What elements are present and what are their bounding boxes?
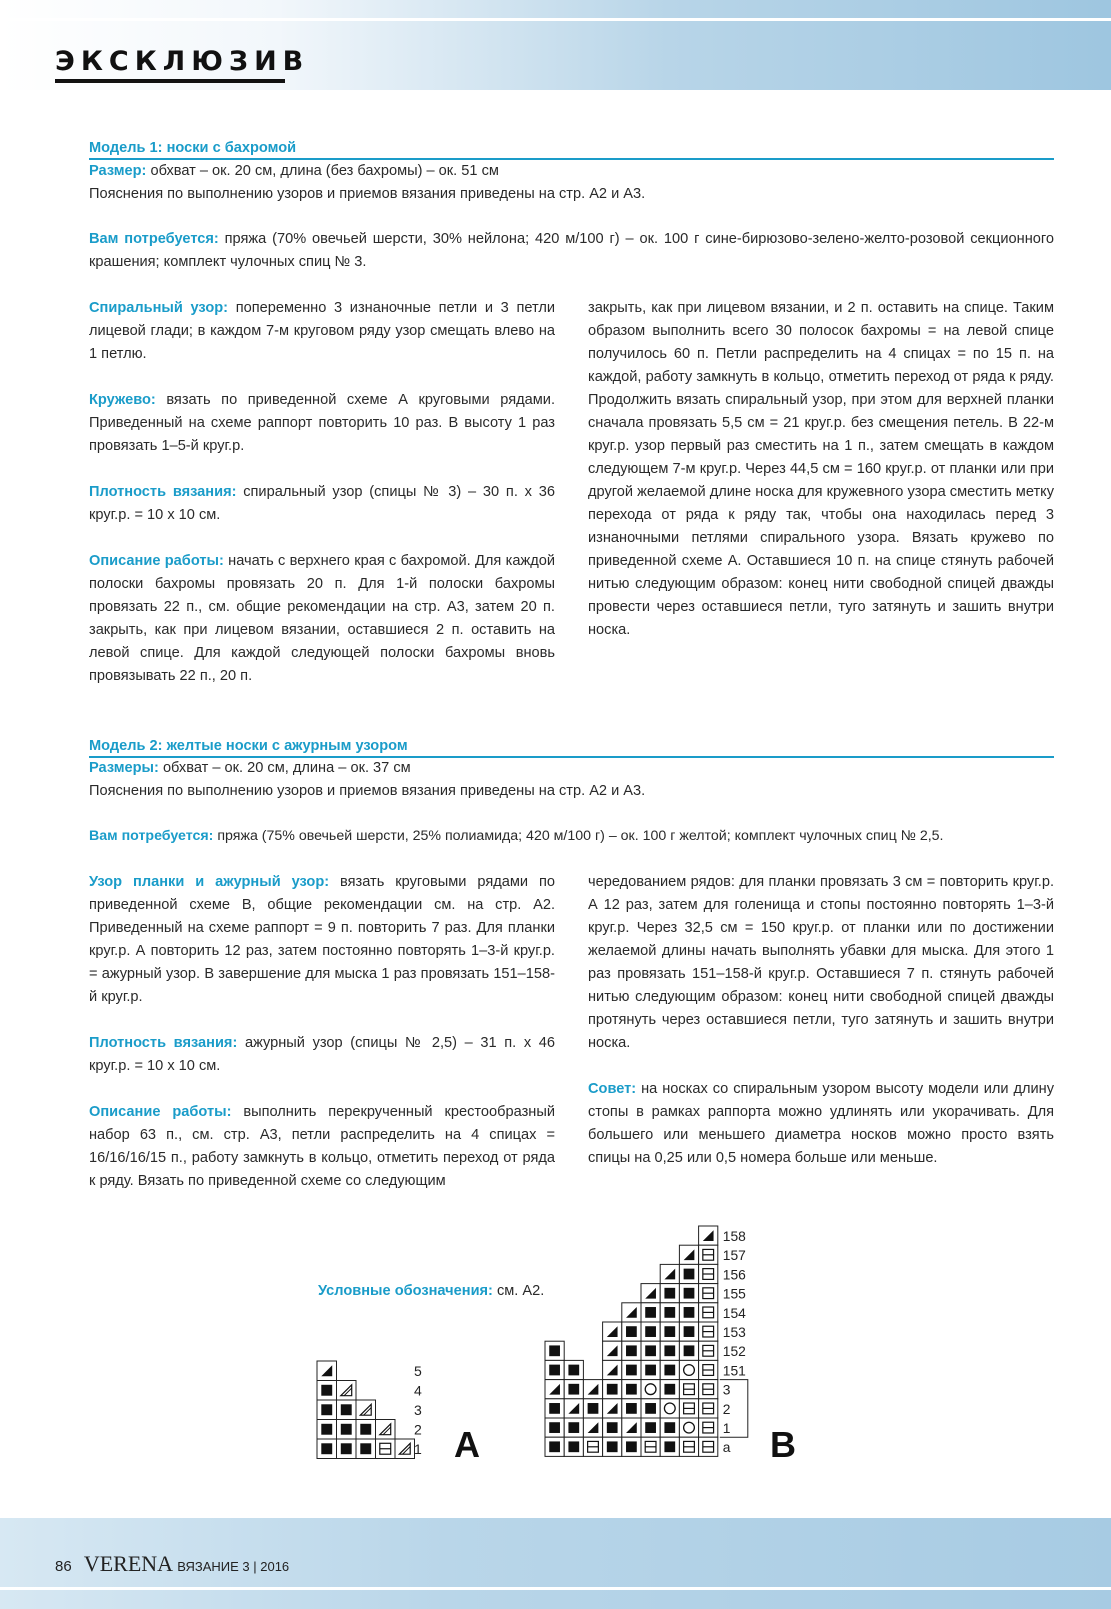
- chart-cell-b: [660, 1284, 679, 1303]
- chart-cell-b: [603, 1380, 622, 1399]
- chart-cell-b: [679, 1341, 698, 1360]
- chart-cell-o: [660, 1399, 679, 1418]
- model1-need-label: Вам потребуется:: [89, 231, 219, 247]
- chart-cell-b: [583, 1399, 602, 1418]
- chart-row-label: 153: [722, 1323, 746, 1340]
- chart-cell-o: [641, 1380, 660, 1399]
- chart-cell-b: [641, 1399, 660, 1418]
- model1-notes: Пояснения по выполнению узоров и приемов вязания приведены на стр. А2 и А3.: [89, 186, 646, 202]
- para-label: Кружево:: [89, 392, 156, 408]
- model1-title: Модель 1: носки с бахромой: [89, 139, 1054, 160]
- chart-cell-b: [564, 1380, 583, 1399]
- chart-cell-kL: [603, 1360, 622, 1379]
- chart-cell-p: [699, 1264, 718, 1283]
- chart-row-label: 152: [722, 1343, 746, 1360]
- chart-cell-kL: [660, 1264, 679, 1283]
- chart-row-label: 3: [722, 1381, 731, 1398]
- chart-legend: [318, 1283, 544, 1299]
- model2-para-pattern: [89, 871, 555, 1009]
- para-text: вязать по приведенной схеме А круговыми рядами. Приведенный на схеме раппорт повторить 10 раз. В высоту 1 раз провязать 1–5-й круг.р.: [89, 392, 555, 454]
- chart-cell-kL: [583, 1418, 602, 1437]
- chart-cell-b: [317, 1439, 337, 1459]
- chart-cell-p: [641, 1437, 660, 1456]
- footer-rule: [0, 1587, 1111, 1590]
- model2-para-description: [89, 1101, 555, 1193]
- chart-cell-b: [545, 1399, 564, 1418]
- chart-cell-b: [603, 1437, 622, 1456]
- chart-cell-kL: [564, 1399, 583, 1418]
- tip-label: Совет:: [588, 1081, 637, 1097]
- chart-row-label: 5: [414, 1363, 422, 1380]
- chart-row-label: 157: [722, 1247, 746, 1264]
- model1-size-text: обхват – ок. 20 см, длина (без бахромы) – ок. 51 см: [146, 163, 499, 179]
- model1-para-description: [89, 550, 555, 688]
- model1-materials: [89, 228, 1054, 274]
- chart-cell-kL: [603, 1341, 622, 1360]
- chart-cell-b: [317, 1381, 337, 1401]
- chart-cell-b: [317, 1420, 337, 1440]
- para-label: Описание работы:: [89, 553, 224, 569]
- model1-left-column: [89, 297, 555, 688]
- model2-size: [89, 757, 1054, 780]
- para-label: Спиральный узор:: [89, 300, 229, 316]
- chart-cell-kR: [337, 1381, 357, 1401]
- chart-cell-b: [622, 1341, 641, 1360]
- chart-cell-b: [660, 1418, 679, 1437]
- chart-cell-kR: [395, 1439, 415, 1459]
- page-number: 86: [55, 1558, 72, 1575]
- chart-cell-b: [660, 1341, 679, 1360]
- model1-need-text: пряжа (70% овечьей шерсти, 30% нейлона; 420 м/100 г) – ок. 100 г сине-бирюзово-зелено-желто-розовой секционного крашения; комплект чулочных спиц № 3.: [89, 231, 1054, 270]
- model2-need-label: Вам потребуется:: [89, 828, 214, 844]
- para-label: Описание работы:: [89, 1104, 232, 1120]
- chart-cell-b: [622, 1399, 641, 1418]
- chart-cell-p: [583, 1437, 602, 1456]
- model2-notes: Пояснения по выполнению узоров и приемов вязания приведены на стр. А2 и А3.: [89, 783, 646, 799]
- chart-cell-kL: [699, 1226, 718, 1245]
- model1-right-column: [588, 297, 1054, 642]
- chart-row-label: 3: [414, 1402, 422, 1419]
- para-label: Плотность вязания:: [89, 1035, 238, 1051]
- chart-cell-kR: [356, 1400, 376, 1420]
- model2-size-text: обхват – ок. 20 см, длина – ок. 37 см: [158, 760, 411, 776]
- chart-cell-b: [317, 1400, 337, 1420]
- model1-size: [89, 160, 1054, 183]
- model1-para-spiral: [89, 297, 555, 366]
- chart-cell-p: [699, 1418, 718, 1437]
- para-text: попеременно 3 изнаночные петли и 3 петли лицевой глади; в каждом 7-м круговом ряду узор смещать влево на 1 петлю.: [89, 300, 556, 362]
- chart-cell-b: [564, 1360, 583, 1379]
- chart-cell-b: [622, 1360, 641, 1379]
- section-title-underline: [55, 79, 285, 83]
- model2-size-label: Размеры:: [89, 760, 159, 776]
- chart-row-label: 155: [722, 1285, 746, 1302]
- model2-left-column: [89, 871, 555, 1193]
- chart-cell-b: [545, 1360, 564, 1379]
- chart-cell-b: [564, 1437, 583, 1456]
- chart-row-label: 151: [722, 1362, 746, 1379]
- chart-cell-p: [699, 1303, 718, 1322]
- chart-b-letter: B: [770, 1424, 796, 1465]
- chart-cell-b: [356, 1439, 376, 1459]
- chart-row-label: 158: [722, 1227, 746, 1244]
- chart-cell-b: [679, 1322, 698, 1341]
- chart-cell-b: [545, 1437, 564, 1456]
- chart-cell-p: [699, 1284, 718, 1303]
- chart-cell-b: [660, 1380, 679, 1399]
- model1-size-label: Размер:: [89, 163, 147, 179]
- model2-right-column: [588, 871, 1054, 1170]
- chart-row-label: 154: [722, 1304, 746, 1321]
- chart-cell-p: [699, 1245, 718, 1264]
- chart-row-label: 1: [414, 1441, 422, 1458]
- chart-cell-p: [699, 1399, 718, 1418]
- chart-cell-b: [622, 1437, 641, 1456]
- model1-para-lace: [89, 389, 555, 458]
- chart-cell-p: [699, 1437, 718, 1456]
- para-text: спиральный узор (спицы № 3) – 30 п. х 36 круг.р. = 10 х 10 см.: [89, 484, 555, 523]
- para-text: ажурный узор (спицы № 2,5) – 31 п. х 46 круг.р. = 10 х 10 см.: [89, 1035, 555, 1074]
- chart-cell-o: [679, 1418, 698, 1437]
- chart-a-letter: A: [454, 1424, 480, 1465]
- chart-cell-kL: [583, 1380, 602, 1399]
- footer: [55, 1551, 289, 1577]
- chart-cell-b: [679, 1264, 698, 1283]
- legend-label: Условные обозначения:: [318, 1283, 493, 1299]
- chart-row-label: 2: [414, 1421, 422, 1438]
- para-text: вязать круговыми рядами по приведенной схеме В, общие рекомендации см. на стр. А2. Приведенный на схеме раппорт = 9 п. повторить 7 раз. Для планки круг.р. А повторить 12 раз, затем постоянно повторять 1–3-й круг.р. = ажурный узор. В завершение для мыска 1 раз провязать 151–158-й круг.р.: [89, 874, 555, 1005]
- chart-cell-b: [356, 1420, 376, 1440]
- magazine-issue: ВЯЗАНИЕ 3 | 2016: [177, 1559, 290, 1574]
- para-text: выполнить перекрученный крестообразный набор 63 п., см. стр. А3, петли распределить на 4 спицах = 16/16/16/15 п., работу замкнуть в кольцо, отметить переход от ряда к ряду. Вязать по приведенной схеме со следующим: [89, 1104, 555, 1189]
- chart-row-label: 2: [722, 1400, 731, 1417]
- chart-cell-p: [699, 1360, 718, 1379]
- section-title: ЭКСКЛЮЗИВ: [55, 46, 310, 77]
- chart-cell-b: [337, 1439, 357, 1459]
- chart-cell-b: [679, 1284, 698, 1303]
- chart-cell-b: [660, 1360, 679, 1379]
- chart-cell-kL: [603, 1399, 622, 1418]
- model2-para-continued: чередованием рядов: для планки провязать 3 см = повторить круг.р. А 12 раз, затем для голенища и стопы постоянно повторять 1–3-й круг.р. Через 32,5 см = 150 круг.р. от планки или по достижении желаемой длины начать выполнять убавки для мыска. Для этого 1 раз провязать 151–158-й круг.р. Оставшиеся 7 п. стянуть рабочей нитью следующим образом: конец нити свободной спицей дважды протянуть через оставшиеся петли, туго затянуть и зашить внутри носка.: [588, 874, 1054, 1051]
- chart-cell-kR: [376, 1420, 396, 1440]
- chart-cell-b: [660, 1303, 679, 1322]
- model2-para-gauge: [89, 1032, 555, 1078]
- chart-cell-kL: [317, 1361, 337, 1381]
- chart-cell-kL: [641, 1284, 660, 1303]
- chart-row-label: 156: [722, 1266, 746, 1283]
- chart-cell-o: [679, 1360, 698, 1379]
- chart-cell-kL: [622, 1418, 641, 1437]
- chart-cell-b: [641, 1303, 660, 1322]
- header-rule: [0, 18, 1111, 21]
- chart-cell-p: [679, 1399, 698, 1418]
- chart-cell-p: [679, 1380, 698, 1399]
- chart-cell-kL: [679, 1245, 698, 1264]
- chart-cell-b: [641, 1322, 660, 1341]
- chart-cell-p: [699, 1341, 718, 1360]
- chart-cell-b: [641, 1341, 660, 1360]
- chart-cell-b: [545, 1341, 564, 1360]
- brand-logo: VERENA: [83, 1551, 174, 1576]
- chart-cell-b: [660, 1437, 679, 1456]
- model1-para-gauge: [89, 481, 555, 527]
- tip-text: на носках со спиральным узором высоту модели или длину стопы в рамках раппорта можно удлинять или укорачивать. Для большего или меньшего диаметра носков можно просто взять спицы на 0,25 или 0,5 номера больше или меньше.: [588, 1081, 1054, 1166]
- chart-cell-kL: [545, 1380, 564, 1399]
- para-label: Узор планки и ажурный узор:: [89, 874, 330, 890]
- chart-row-label: 4: [414, 1382, 422, 1399]
- chart-cell-p: [699, 1322, 718, 1341]
- chart-cell-p: [679, 1437, 698, 1456]
- chart-cell-b: [622, 1380, 641, 1399]
- para-text: начать с верхнего края с бахромой. Для каждой полоски бахромы провязать 20 п. Для 1-й полоски бахромы провязать 22 п., см. общие рекомендации на стр. А3, затем 20 п. закрыть, как при лицевом вязании, оставшиеся 2 п. оставить на левой спице. Для каждой следующей полоски бахромы вновь провязывать 22 п., 20 п.: [89, 553, 555, 684]
- model2-materials: [89, 825, 1054, 848]
- chart-cell-b: [337, 1420, 357, 1440]
- para-label: Плотность вязания:: [89, 484, 237, 500]
- chart-cell-b: [564, 1418, 583, 1437]
- chart-cell-p: [376, 1439, 396, 1459]
- model2-need-text: пряжа (75% овечьей шерсти, 25% полиамида; 420 м/100 г) – ок. 100 г желтой; комплект чулочных спиц № 2,5.: [213, 828, 944, 844]
- chart-cell-b: [545, 1418, 564, 1437]
- chart-row-label: 1: [722, 1419, 731, 1436]
- chart-cell-p: [699, 1380, 718, 1399]
- model2-para-tip: [588, 1078, 1054, 1170]
- chart-cell-kL: [622, 1303, 641, 1322]
- chart-cell-b: [337, 1400, 357, 1420]
- model2-title: Модель 2: желтые носки с ажурным узором: [89, 737, 1054, 758]
- chart-cell-b: [641, 1360, 660, 1379]
- chart-row-label: a: [722, 1439, 731, 1456]
- chart-cell-b: [622, 1322, 641, 1341]
- legend-text: см. А2.: [492, 1283, 545, 1299]
- chart-cell-b: [679, 1303, 698, 1322]
- chart-b: [544, 1225, 774, 1465]
- chart-cell-b: [603, 1418, 622, 1437]
- chart-cell-kL: [603, 1322, 622, 1341]
- chart-cell-b: [660, 1322, 679, 1341]
- model1-para-continued: закрыть, как при лицевом вязании, и 2 п. оставить на спице. Таким образом выполнить всего 30 полосок бахромы = на левой спице получилось 60 п. Петли распределить на 4 спицах = по 15 п. на каждой, работу замкнуть в кольцо, отметить переход от ряда к ряду. Продолжить вязать спиральный узор, при этом для верхней планки сначала провязать 5,5 см = 21 круг.р. без смещения петель. В 22-м круг.р. узор первый раз сместить на 1 п., затем смещать в каждом следующем 7-м круг.р. Через 44,5 см = 160 круг.р. от планки или при другой желаемой длине носка для кружевного узора сместить метку перехода от ряда к ряду так, чтобы она находилась перед 3 изнаночными петлями спирального узора. Вязать кружево по приведенной схеме А. Оставшиеся 10 п. на спице стянуть рабочей нитью следующим образом: конец нити свободной спицей дважды провести через оставшиеся петли, туго затянуть и зашить внутри носка.: [588, 300, 1054, 638]
- chart-a: [316, 1360, 476, 1470]
- chart-cell-b: [641, 1418, 660, 1437]
